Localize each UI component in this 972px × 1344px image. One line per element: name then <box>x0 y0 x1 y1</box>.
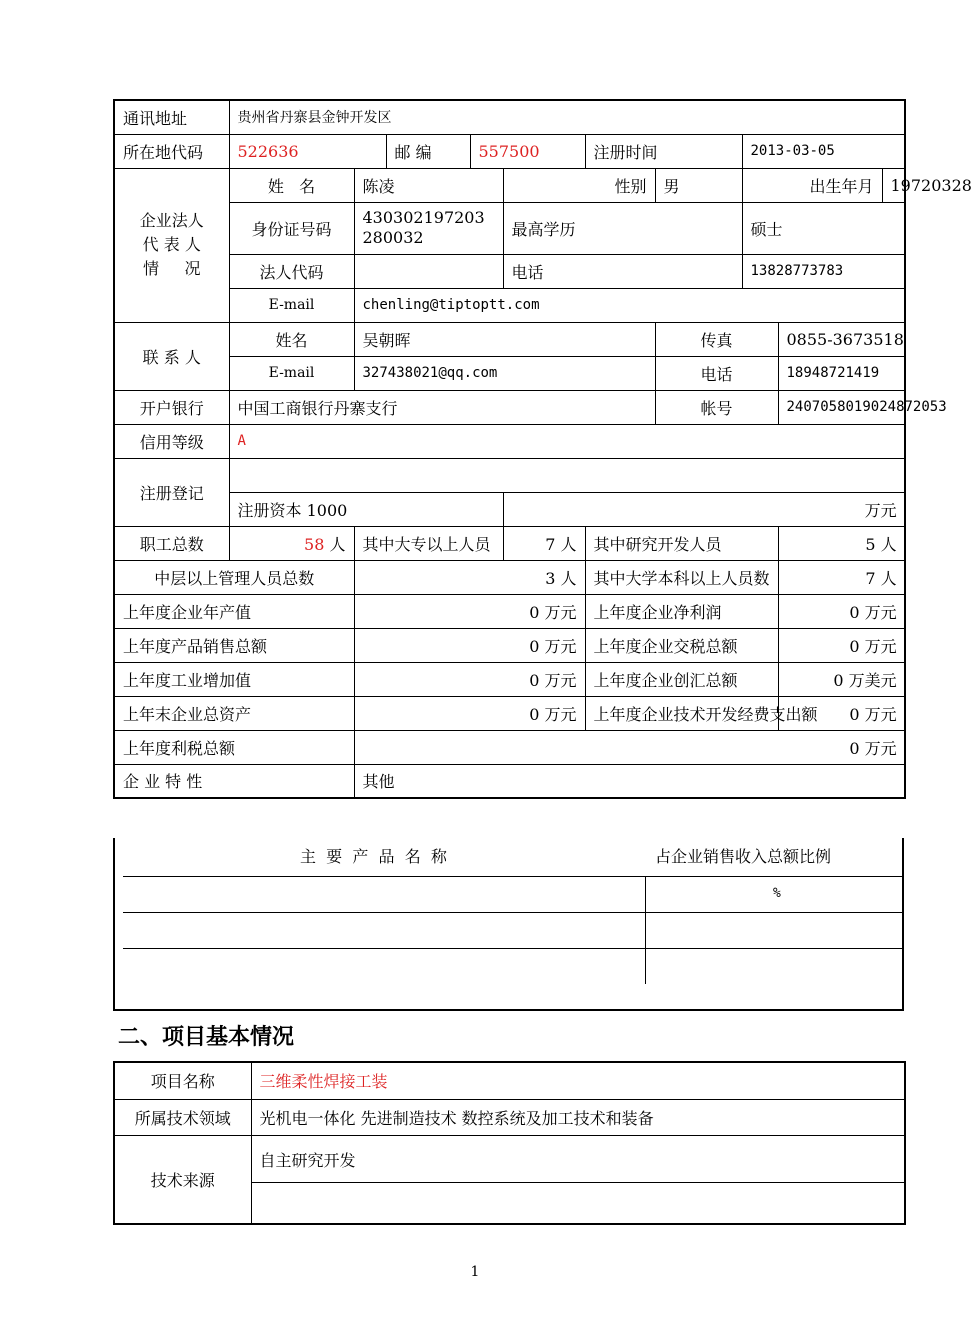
credit-row <box>114 424 905 458</box>
project-field-value: 光机电一体化 先进制造技术 数控系统及加工技术和装备 <box>251 1099 905 1135</box>
address-value: 贵州省丹寨县金钟开发区 <box>229 100 905 134</box>
legal-rep-section-label <box>114 168 229 322</box>
legal-rep-row-4 <box>114 288 905 322</box>
birth-value: 19720328 <box>882 168 905 202</box>
contact-email-label: E-mail <box>229 356 354 390</box>
finance-left-label: 上年末企业总资产 <box>114 696 354 730</box>
legal-name-label: 姓 名 <box>229 168 354 202</box>
finance-right-value: 0 万元 <box>778 594 905 628</box>
contact-name-label: 姓名 <box>229 322 354 356</box>
legal-rep-label-line: 企业法人 <box>139 211 204 230</box>
contact-email-value: 327438021@qq.com <box>354 356 655 390</box>
edu-label: 最高学历 <box>503 202 742 254</box>
finance-left-label: 上年度企业年产值 <box>114 594 354 628</box>
registration-blank <box>229 458 905 492</box>
gender-label: 性别 <box>503 168 655 202</box>
ratio-percent: % <box>773 886 781 901</box>
rd-label: 其中研究开发人员 <box>585 526 778 560</box>
legal-email-label: E-mail <box>229 288 354 322</box>
page-number: 1 <box>470 1264 480 1280</box>
contact-row-1 <box>114 322 905 356</box>
finance-right-label: 上年度企业净利润 <box>585 594 778 628</box>
mgmt-value: 3 人 <box>354 560 585 594</box>
mgmt-row <box>114 560 905 594</box>
credit-label: 信用等级 <box>114 424 229 458</box>
finance-right-label: 上年度企业交税总额 <box>585 628 778 662</box>
reg-time-label: 注册时间 <box>585 134 742 168</box>
project-field-label: 所属技术领域 <box>114 1099 251 1135</box>
finance-right-value: 0 万美元 <box>778 662 905 696</box>
contact-section-label: 联 系 人 <box>114 322 229 390</box>
finance-row <box>114 628 905 662</box>
registration-row-2 <box>114 492 905 526</box>
finance-left-value: 0 万元 <box>354 696 585 730</box>
college-label: 其中大专以上人员 <box>354 526 503 560</box>
finance-left-label: 上年度产品销售总额 <box>114 628 354 662</box>
zip-label: 邮 编 <box>386 134 470 168</box>
project-source-value: 自主研究开发 <box>251 1135 905 1182</box>
tax-value: 0 万元 <box>354 730 905 764</box>
contact-name-value: 吴朝晖 <box>354 322 655 356</box>
project-name-value: 三维柔性焊接工装 <box>251 1062 905 1099</box>
staff-total-number: 58 <box>304 534 325 554</box>
capital-unit: 万元 <box>503 492 905 526</box>
finance-right-value: 0 万元 <box>778 696 905 730</box>
nature-label: 企 业 特 性 <box>114 764 354 798</box>
legal-phone-label: 电话 <box>503 254 742 288</box>
project-info-table <box>113 1061 906 1225</box>
products-column-divider <box>645 876 646 984</box>
birth-label: 出生年月 <box>742 168 882 202</box>
staff-total <box>229 526 354 560</box>
gender-value: 男 <box>655 168 742 202</box>
finance-left-value: 0 万元 <box>354 628 585 662</box>
mgmt-label: 中层以上管理人员总数 <box>114 560 354 594</box>
bank-value: 中国工商银行丹寨支行 <box>229 390 655 424</box>
bachelor-label: 其中大学本科以上人员数 <box>585 560 778 594</box>
finance-right-label: 上年度企业技术开发经费支出额 <box>585 696 778 730</box>
finance-left-value: 0 万元 <box>354 662 585 696</box>
account-value: 2407058019024872053 <box>778 390 905 424</box>
zip-value: 557500 <box>470 134 585 168</box>
nature-row <box>114 764 905 798</box>
id-label: 身份证号码 <box>229 202 354 254</box>
reg-time-value: 2013-03-05 <box>742 134 905 168</box>
college-value: 7 人 <box>503 526 585 560</box>
address-label: 通讯地址 <box>114 100 229 134</box>
finance-right-value: 0 万元 <box>778 628 905 662</box>
rd-value: 5 人 <box>778 526 905 560</box>
finance-row <box>114 662 905 696</box>
legal-code-value <box>354 254 503 288</box>
finance-left-value: 0 万元 <box>354 594 585 628</box>
finance-left-label: 上年度工业增加值 <box>114 662 354 696</box>
products-divider <box>123 876 903 877</box>
project-field-row <box>114 1099 905 1135</box>
enterprise-info-table <box>113 99 972 799</box>
products-block <box>113 838 904 1011</box>
capital-label: 注册资本 1000 <box>229 492 503 526</box>
id-value: 430302197203280032 <box>354 202 503 254</box>
legal-rep-label-line: 情 况 <box>143 259 201 278</box>
bank-row <box>114 390 905 424</box>
address-row <box>114 100 905 134</box>
bank-label: 开户银行 <box>114 390 229 424</box>
legal-rep-row-3 <box>114 254 905 288</box>
bachelor-value: 7 人 <box>778 560 905 594</box>
finance-right-label: 上年度企业创汇总额 <box>585 662 778 696</box>
legal-email-value: chenling@tiptoptt.com <box>354 288 905 322</box>
legal-phone-value: 13828773783 <box>742 254 905 288</box>
finance-row <box>114 696 905 730</box>
legal-rep-label-line: 代 表 人 <box>142 235 201 254</box>
project-source-row-1 <box>114 1135 905 1182</box>
nature-value: 其他 <box>354 764 905 798</box>
registration-row-1 <box>114 458 905 492</box>
edu-value: 硕士 <box>742 202 905 254</box>
staff-total-unit: 人 <box>329 534 346 554</box>
staff-row <box>114 526 905 560</box>
legal-rep-row-1 <box>114 168 905 202</box>
products-divider <box>123 912 903 913</box>
credit-value: A <box>229 424 905 458</box>
legal-code-label: 法人代码 <box>229 254 354 288</box>
registration-label: 注册登记 <box>114 458 229 526</box>
products-ratio-header: 占企业销售收入总额比例 <box>655 847 832 866</box>
staff-label: 职工总数 <box>114 526 229 560</box>
tax-label: 上年度利税总额 <box>114 730 354 764</box>
fax-value: 0855-3673518 <box>778 322 905 356</box>
legal-name-value: 陈凌 <box>354 168 503 202</box>
products-divider <box>123 948 903 949</box>
project-source-blank <box>251 1182 905 1224</box>
location-code-label: 所在地代码 <box>114 134 229 168</box>
project-source-label: 技术来源 <box>114 1135 251 1224</box>
contact-phone-value: 18948721419 <box>778 356 905 390</box>
location-code-value: 522636 <box>229 134 386 168</box>
products-name-header: 主 要 产 品 名 称 <box>300 847 447 866</box>
project-name-label: 项目名称 <box>114 1062 251 1099</box>
contact-phone-label: 电话 <box>655 356 778 390</box>
account-label: 帐号 <box>655 390 778 424</box>
fax-label: 传真 <box>655 322 778 356</box>
section-2-title: 二、项目基本情况 <box>118 1025 295 1050</box>
finance-row <box>114 594 905 628</box>
legal-rep-row-2 <box>114 202 905 254</box>
contact-row-2 <box>114 356 905 390</box>
project-name-row <box>114 1062 905 1099</box>
location-row <box>114 134 905 168</box>
tax-row <box>114 730 905 764</box>
